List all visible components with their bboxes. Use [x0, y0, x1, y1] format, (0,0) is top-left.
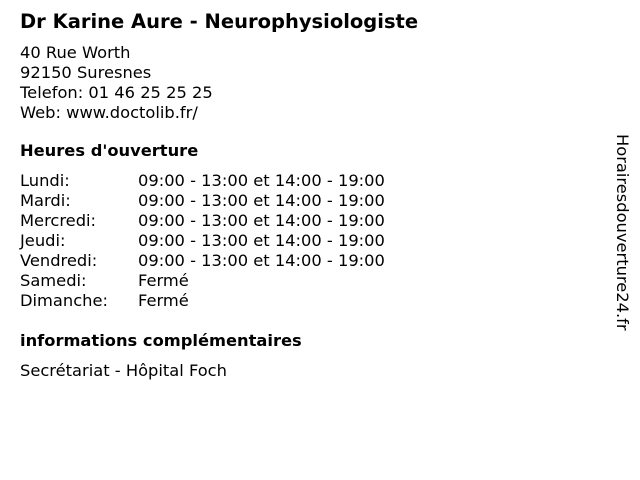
info-text: Secrétariat - Hôpital Foch	[20, 361, 227, 380]
opening-hours-list	[20, 171, 600, 311]
info-heading: informations complémentaires	[20, 331, 302, 350]
time-value: 09:00 - 13:00 et 14:00 - 19:00	[138, 251, 385, 270]
day-label: Mardi:	[20, 191, 71, 210]
phone-number: Telefon: 01 46 25 25 25	[20, 83, 213, 102]
day-label: Samedi:	[20, 271, 87, 290]
business-card	[20, 11, 600, 381]
time-value: 09:00 - 13:00 et 14:00 - 19:00	[138, 231, 385, 250]
hours-row-mardi	[20, 191, 600, 211]
time-value: Fermé	[138, 271, 189, 290]
address-street: 40 Rue Worth	[20, 43, 131, 62]
hours-row-samedi	[20, 271, 600, 291]
page-title: Dr Karine Aure - Neurophysiologiste	[20, 10, 419, 33]
hours-row-mercredi	[20, 211, 600, 231]
brand-text: Horairesdouverture24.fr	[613, 134, 632, 331]
day-label: Lundi:	[20, 171, 70, 190]
time-value: Fermé	[138, 291, 189, 310]
day-label: Vendredi:	[20, 251, 98, 270]
time-value: 09:00 - 13:00 et 14:00 - 19:00	[138, 171, 385, 190]
hours-row-jeudi	[20, 231, 600, 251]
hours-heading: Heures d'ouverture	[20, 141, 199, 160]
time-value: 09:00 - 13:00 et 14:00 - 19:00	[138, 191, 385, 210]
day-label: Dimanche:	[20, 291, 108, 310]
brand-watermark	[612, 134, 632, 374]
time-value: 09:00 - 13:00 et 14:00 - 19:00	[138, 211, 385, 230]
address-block	[20, 43, 600, 123]
hours-row-dimanche	[20, 291, 600, 311]
day-label: Mercredi:	[20, 211, 97, 230]
website: Web: www.doctolib.fr/	[20, 103, 198, 122]
day-label: Jeudi:	[20, 231, 66, 250]
hours-row-lundi	[20, 171, 600, 191]
hours-row-vendredi	[20, 251, 600, 271]
address-city: 92150 Suresnes	[20, 63, 152, 82]
